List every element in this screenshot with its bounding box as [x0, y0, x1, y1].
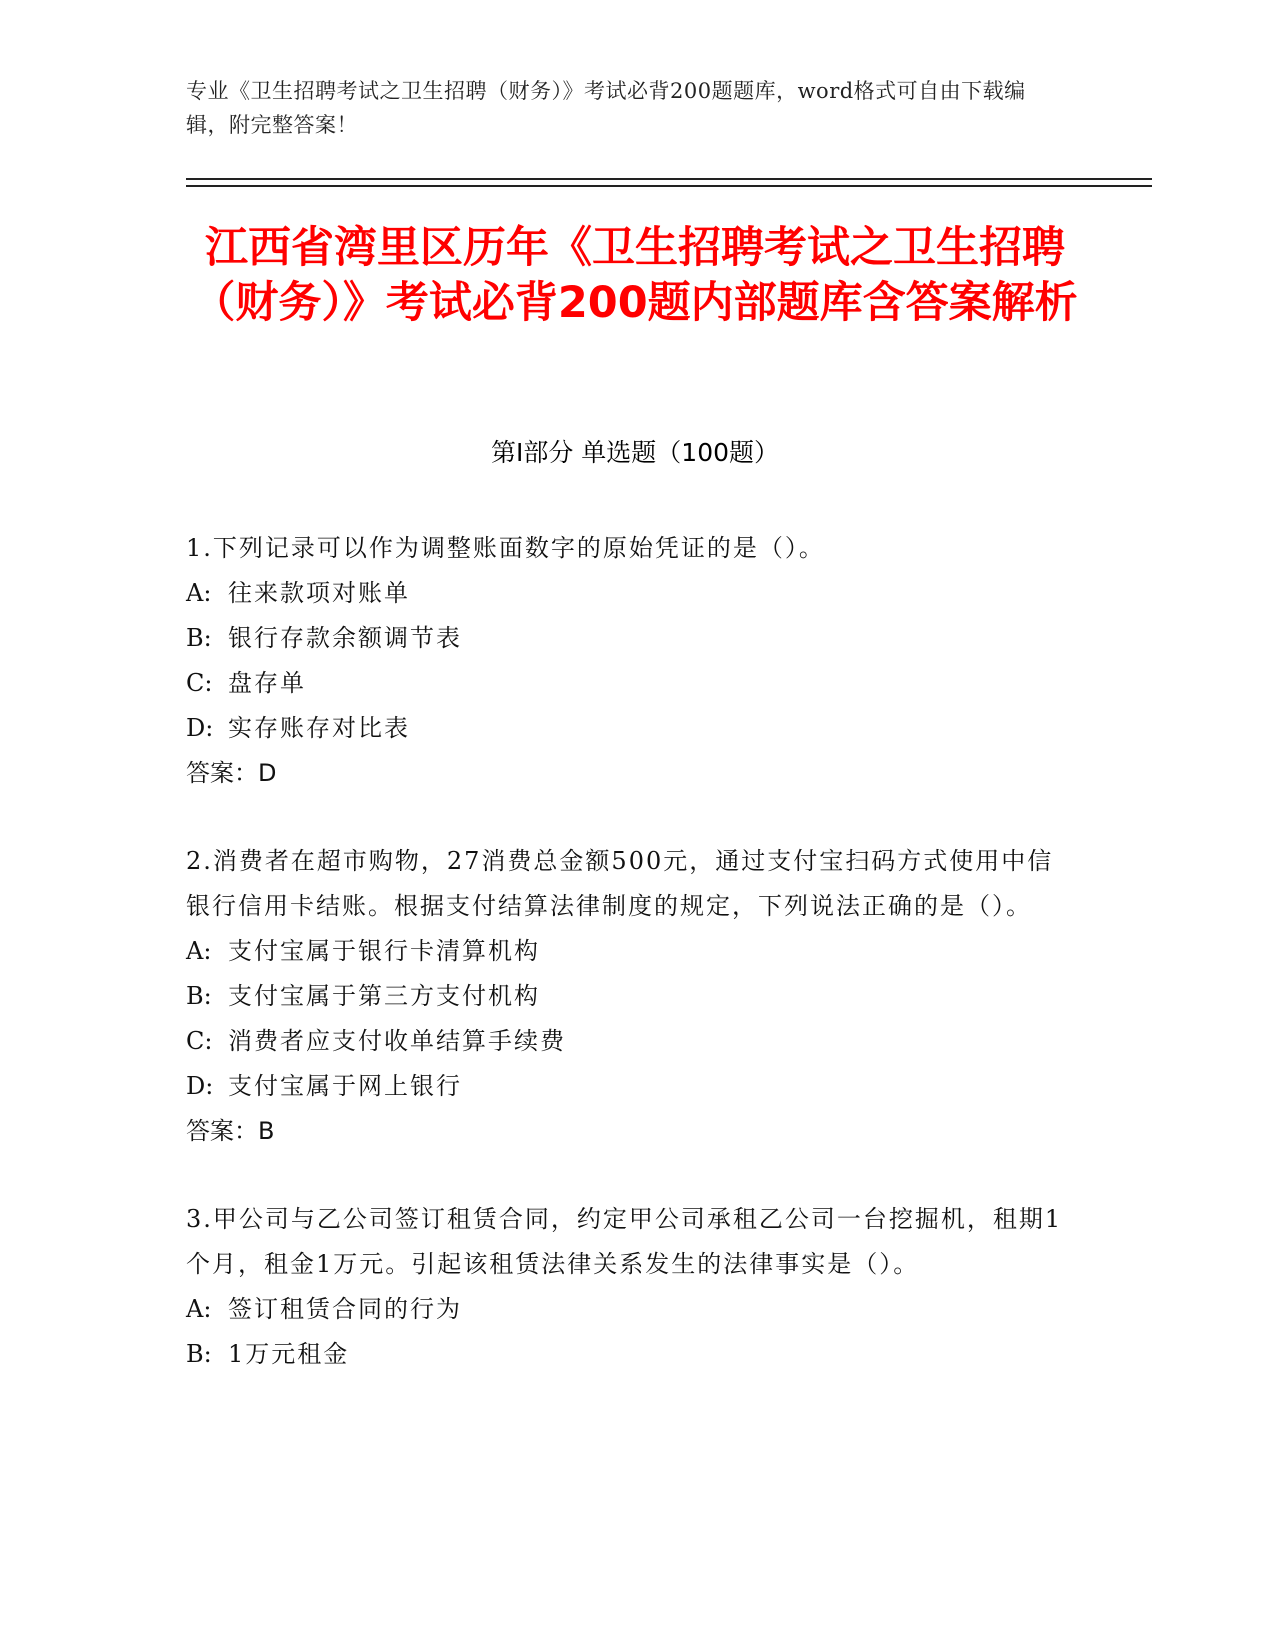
document-intro: 专业《卫生招聘考试之卫生招聘（财务）》考试必背200题题库，word格式可自由下载编辑，附完整答案！ — [186, 79, 1026, 137]
option-b — [186, 616, 1066, 661]
option-letter: D: — [186, 714, 214, 742]
option-a — [186, 1287, 1066, 1332]
option-letter: D: — [186, 1072, 214, 1100]
option-letter: A: — [186, 1295, 212, 1323]
question-stem: 3.甲公司与乙公司签订租赁合同，约定甲公司承租乙公司一台挖掘机，租期1个月，租金1万元。引起该租赁法律关系发生的法律事实是（）。 — [186, 1205, 1063, 1278]
option-a — [186, 571, 1066, 616]
option-text: 签订租赁合同的行为 — [228, 1295, 462, 1323]
question-stem: 1.下列记录可以作为调整账面数字的原始凭证的是（）。 — [186, 534, 825, 562]
option-letter: C: — [186, 669, 213, 697]
option-text: 实存账存对比表 — [228, 714, 410, 742]
option-b — [186, 1332, 1066, 1377]
option-text: 1万元租金 — [228, 1340, 350, 1368]
option-letter: A: — [186, 579, 212, 607]
section-heading: 第Ⅰ部分 单选题（100题） — [490, 438, 780, 467]
option-text: 支付宝属于银行卡清算机构 — [228, 937, 540, 965]
option-text: 支付宝属于网上银行 — [228, 1072, 462, 1100]
option-b — [186, 974, 1066, 1019]
option-text: 银行存款余额调节表 — [228, 624, 462, 652]
option-c — [186, 661, 1066, 706]
option-letter: B: — [186, 982, 212, 1010]
question-stem: 2.消费者在超市购物，27消费总金额500元，通过支付宝扫码方式使用中信银行信用卡结账。根据支付结算法律制度的规定，下列说法正确的是（）。 — [186, 847, 1054, 920]
option-text: 盘存单 — [228, 669, 306, 697]
question-list — [186, 526, 1066, 1420]
option-a — [186, 929, 1066, 974]
option-letter: A: — [186, 937, 212, 965]
header-divider-bottom — [186, 185, 1152, 187]
option-text: 往来款项对账单 — [228, 579, 410, 607]
option-d — [186, 1064, 1066, 1109]
question-1 — [186, 526, 1066, 796]
answer: 答案：D — [186, 759, 277, 787]
option-d — [186, 706, 1066, 751]
question-2 — [186, 839, 1066, 1154]
option-letter: B: — [186, 1340, 212, 1368]
answer: 答案：B — [186, 1117, 275, 1145]
option-letter: B: — [186, 624, 212, 652]
option-letter: C: — [186, 1027, 213, 1055]
option-text: 支付宝属于第三方支付机构 — [228, 982, 540, 1010]
option-text: 消费者应支付收单结算手续费 — [228, 1027, 566, 1055]
header-divider-top — [186, 178, 1152, 180]
option-c — [186, 1019, 1066, 1064]
document-title: 江西省湾里区历年《卫生招聘考试之卫生招聘（财务）》考试必背200题内部题库含答案解析 — [192, 223, 1078, 328]
question-3 — [186, 1197, 1066, 1377]
